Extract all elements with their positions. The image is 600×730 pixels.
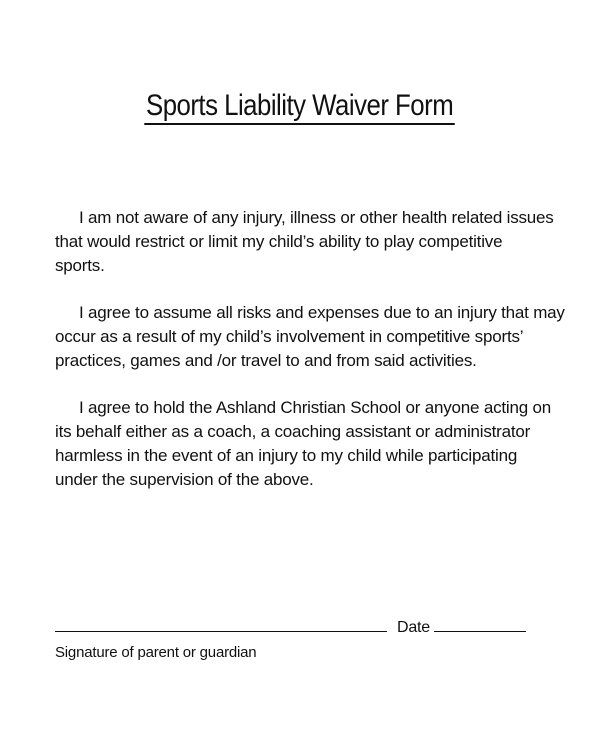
date-label: Date bbox=[397, 619, 430, 636]
form-title bbox=[0, 86, 600, 125]
waiver-paragraph-health: I am not aware of any injury, illness or other health related issues that would restrict or limit my child’s ability to play competitive sports. bbox=[55, 208, 554, 275]
form-title-text: Sports Liability Waiver Form bbox=[145, 89, 456, 125]
signature-row bbox=[55, 618, 526, 638]
signature-caption: Signature of parent or guardian bbox=[55, 644, 257, 661]
date-blank-line[interactable] bbox=[434, 619, 526, 632]
signature-blank-line[interactable] bbox=[55, 619, 387, 632]
waiver-paragraph-risks: I agree to assume all risks and expenses due to an injury that may occur as a result of my child’s involvement in competitive sports’ practices, games and /or travel to and from said activities. bbox=[55, 303, 565, 370]
waiver-paragraph-hold-harmless: I agree to hold the Ashland Christian School or anyone acting on its behalf either as a coach, a coaching assistant or administrator harmless in the event of an injury to my child while participating under the supervision of the above. bbox=[55, 398, 552, 489]
